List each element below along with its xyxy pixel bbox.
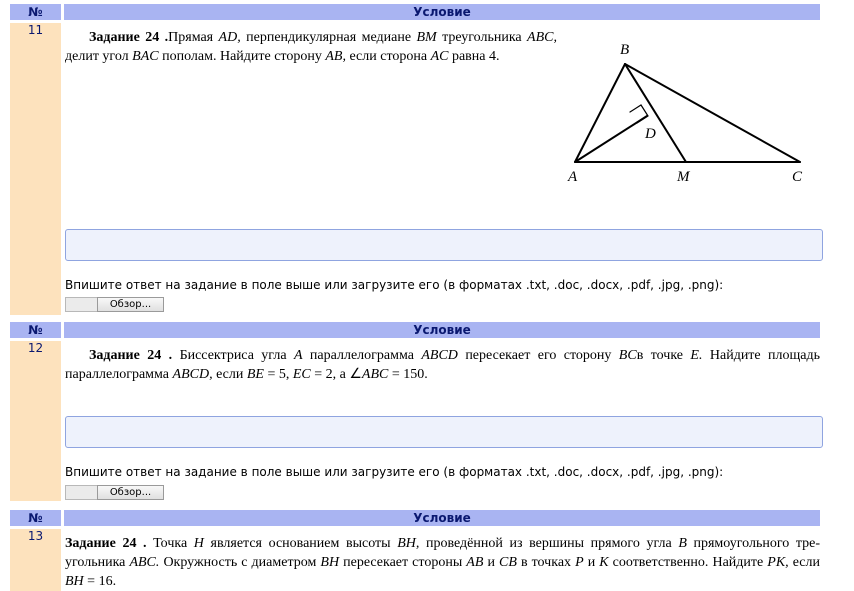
label-c: C (792, 169, 803, 185)
side-ab (575, 64, 625, 162)
answer-input[interactable] (65, 416, 823, 448)
task-text: Задание 24 .Прямая AD, перпендикулярная медиане BM треугольника ABC, делит угол BAC пополам. Найдите сторону AB, если сторона AC равна 4. (65, 30, 557, 64)
answer-input[interactable] (65, 229, 823, 261)
file-upload[interactable] (65, 485, 164, 500)
browse-button[interactable]: Обзор... (97, 485, 164, 500)
num-column-header: № (10, 322, 61, 338)
task-label: Задание 24 . (89, 30, 169, 45)
label-b: B (620, 42, 630, 58)
num-column-header: № (10, 4, 61, 20)
task-number (10, 23, 61, 315)
file-upload[interactable] (65, 297, 164, 312)
task-number-label: 12 (27, 341, 44, 355)
task-number (10, 529, 61, 591)
condition-column-header: Условие (64, 4, 820, 20)
task-number-label: 13 (27, 529, 44, 543)
upload-hint: Впишите ответ на задание в поле выше или загрузите его (в форматах .txt, .doc, .docx, .pdf, .jpg, .png): (65, 278, 724, 292)
label-m: M (677, 169, 690, 185)
task-number (10, 341, 61, 501)
median-bm (625, 64, 686, 162)
browse-button[interactable]: Обзор... (97, 297, 164, 312)
label-a: A (568, 169, 578, 185)
num-column-header: № (10, 510, 61, 526)
task-label: Задание 24 . (65, 536, 147, 551)
triangle-figure (560, 36, 820, 191)
file-path-field[interactable] (65, 485, 97, 500)
condition-column-header: Условие (64, 510, 820, 526)
task-text: Задание 24 . Биссектриса угла A параллелограмма ABCD пересекает его сторону BCв точке E. Найдите площадь параллелограмма ABCD, если BE = 5, EC = 2, а ∠ABC = 150. (65, 348, 821, 382)
side-bc (625, 64, 800, 162)
condition-column-header: Условие (64, 322, 820, 338)
label-d: D (645, 126, 656, 142)
task-text: Задание 24 . Точка H является основанием высоты BH, проведённой из вершины прямого угла B прямоугольного тре-угольника ABC. Окружность с диаметром BH пересекает стороны AB и CB в точках P и K соответственно. Найдите PK, если BH = 16. (65, 536, 821, 589)
task-number-label: 11 (27, 23, 44, 37)
file-path-field[interactable] (65, 297, 97, 312)
upload-hint: Впишите ответ на задание в поле выше или загрузите его (в форматах .txt, .doc, .docx, .pdf, .jpg, .png): (65, 465, 724, 479)
task-label: Задание 24 . (89, 348, 173, 363)
